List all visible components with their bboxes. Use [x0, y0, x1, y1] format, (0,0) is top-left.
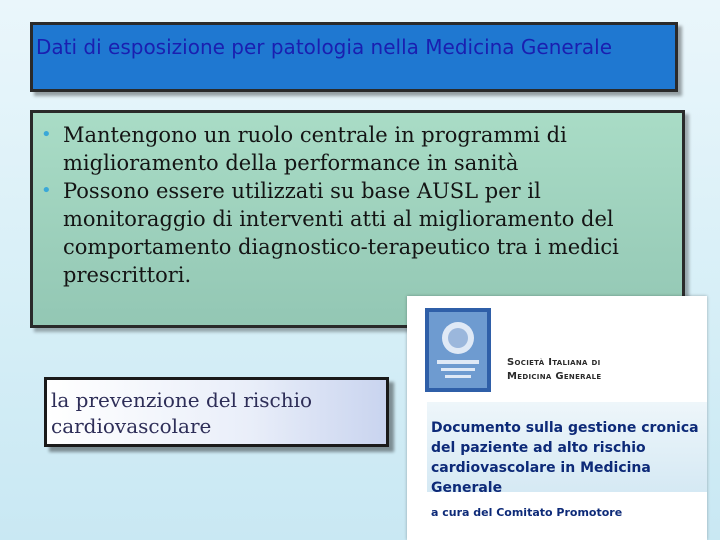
- society-name: [507, 356, 601, 384]
- callout-box: [44, 377, 389, 447]
- bullet-text: Mantengono un ruolo centrale in programmi di miglioramento della performance in sanità: [63, 123, 567, 175]
- society-name-line: Società Italiana di: [507, 357, 601, 368]
- bullet-marker-icon: •: [41, 124, 52, 145]
- bullet-item: [39, 121, 672, 177]
- society-name-line: Medicina Generale: [507, 371, 602, 382]
- cover-document-title: [431, 418, 699, 498]
- callout-text: la prevenzione del rischio cardiovascolare: [51, 388, 313, 438]
- cover-title-line: del paziente ad alto rischio: [431, 440, 646, 456]
- slide-title: Dati di esposizione per patologia nella Medicina Generale: [36, 35, 613, 59]
- society-seal-icon: [425, 308, 491, 392]
- cover-title-line: Documento sulla gestione cronica: [431, 420, 699, 436]
- cover-curator: a cura del Comitato Promotore: [431, 506, 623, 519]
- bullet-marker-icon: •: [41, 180, 52, 201]
- bullet-list: [33, 113, 682, 289]
- bullet-item: [39, 177, 672, 289]
- bullet-text: Possono essere utilizzati su base AUSL per il monitoraggio di interventi atti al miglioramento del comportamento diagnostico-terapeutico tra i medici prescrittori.: [63, 179, 619, 287]
- slide-title-box: [30, 22, 678, 92]
- document-cover-image: [407, 296, 707, 540]
- cover-title-line: cardiovascolare in Medicina Generale: [431, 460, 651, 496]
